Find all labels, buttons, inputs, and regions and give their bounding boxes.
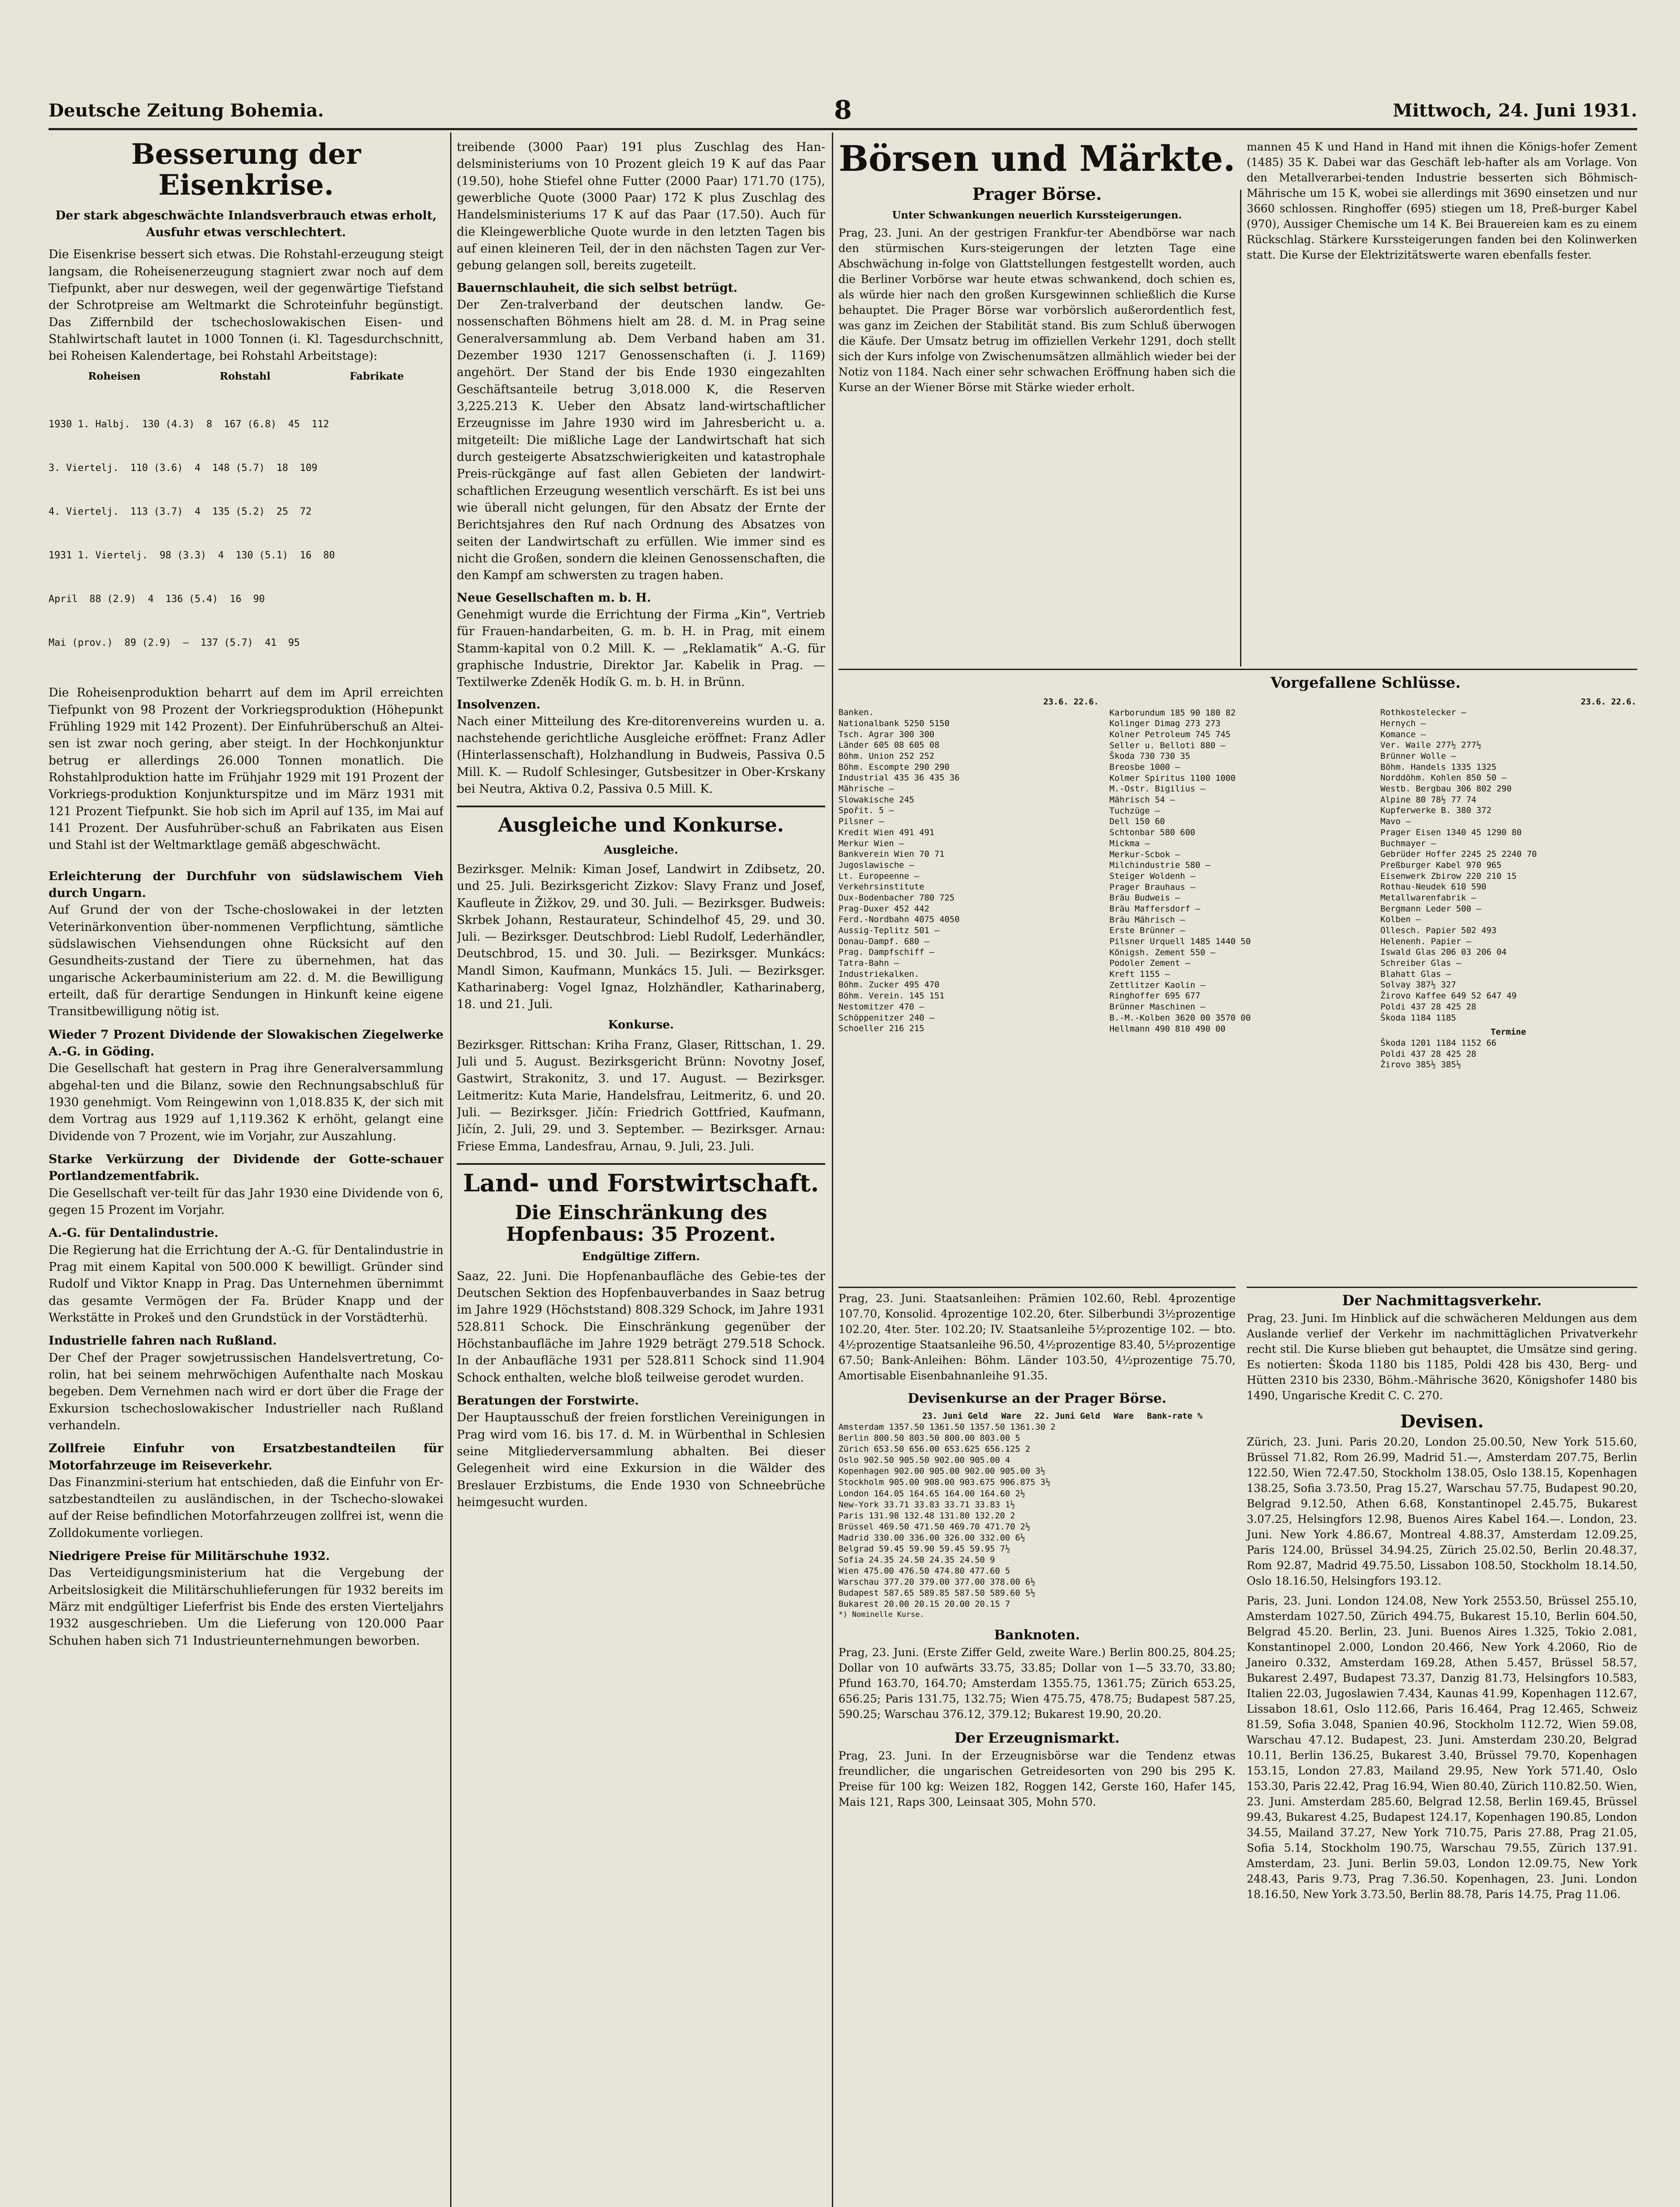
table-row: Verkehrsinstitute (838, 882, 925, 892)
table-row: Schreiber Glas — (1380, 958, 1462, 968)
news-item-text: Die Regierung hat die Errichtung der A.-G. für Dentalindustrie in Prag mit einem Kapital von 500.000 K bewilligt. Gründer sind Rudolf und Viktor Knapp in Prag. Das Unternehmen übernimmt das gesamte Vermögen der Fa. Brüder Knapp und der Werkstätte in Prokeš und den Grundstück in der Vorstädterhü. (49, 1243, 443, 1325)
table-row: Blahatt Glas — (1380, 969, 1451, 979)
table-row: Königsh. Zement 550 — (1109, 947, 1216, 957)
table-row: Tuchzüge — (1109, 806, 1160, 816)
table-row: Wien 475.00 476.50 474.80 477.60 5 (838, 1566, 1010, 1576)
table-row: Spořit. 5 — (838, 806, 894, 816)
news-item-text: Die Gesellschaft hat gestern in Prag ihre Generalversammlung abgehal-ten und die Bilanz, sowie den Rechnungsabschluß für 1930 genehmigt. Vom Reingewinn von 1,018.835 K, der sich mit dem Vortrag aus 1929 auf 1,119.362 K erhöht, gelangt eine Dividende von 7 Prozent, wie im Vorjahr, zur Auszahlung. (49, 1062, 443, 1143)
table-row: Industriekalken. (838, 969, 920, 979)
news-item-text: Der Chef der Prager sowjetrussischen Handelsvertretung, Co-rolin, hat bei seinem mehrwöchigen Aufenthalte nach Moskau begeben. Dem Vernehmen nach wird er dort über die Frage der Exkursion tschechoslowakischer Industrieller nach Rußland verhandeln. (49, 1351, 443, 1432)
table-row: Böhm. Handels 1335 1325 (1380, 762, 1497, 772)
section-title: Devisen. (1400, 1411, 1484, 1432)
table-row: Aussig-Teplitz 501 — (838, 926, 940, 936)
column-2 (457, 139, 825, 2207)
konkurse-list: Bezirksger. Rittschan: Kriha Franz, Glaser, Rittschan, 1. 29. Juli und 5. August. Bezirksgericht Brünn: Novotny Josef, Gastwirt, Strakonitz, 3. und 17. August. — Bezirksger. Leitmeritz: Kuta Marie, Handelsfrau, Leitmeritz, 6. und 20. Juli. — Bezirksger. Jičín: Friedrich Gottfried, Kaufmann, Jičín, 2. Juli, 29. und 3. September. — Bezirksger. Arnau: Friese Emma, Landesfrau, Arnau, 9. Juli, 23. Juli. (457, 1038, 825, 1153)
news-item-title: Zollfreie Einfuhr von Ersatzbestandteilen für Motorfahrzeuge im Reiseverkehr. (49, 1442, 443, 1473)
column-3-markets (838, 139, 1637, 2207)
table-row: B.-M.-Kolben 3620 00 3570 00 (1109, 1013, 1251, 1023)
news-item-title: A.-G. für Dentalindustrie. (49, 1226, 218, 1240)
news-item (49, 1027, 443, 1145)
table-row: Žirovo Kaffee 649 52 647 49 (1380, 991, 1517, 1001)
table-header: 23.6. 22.6. (1581, 697, 1636, 707)
article-continuation: treibende (3000 Paar) 191 plus Zuschlag des Han-delsministeriums von 10 Prozent gleich 19 K auf das Paar (19.50), hohe Stiefel ohne Futter (2000 Paar) 171.70 (175), gewerbliche Quote (3000 Paar) 172 K plus Zuschlag des Handelsministeriums 17 K auf das Paar (17.50). Auch für die Kleingewerbliche Quote wurde in den letzten Tagen bis auf einen kleineren Teil, der in den nächsten Tagen zur Ver-gebung gelangen soll, bereits zugeteilt. (457, 140, 825, 273)
table-row: Merkur-Scbok — (1109, 849, 1180, 859)
masthead-rule (49, 128, 1637, 130)
table-header: 23. Juni Geld Ware 22. Juni Geld Ware Bank-rate % (922, 1411, 1203, 1421)
table-row: Steiger Woldenh — (1109, 871, 1195, 881)
table-row: Mavo — (1380, 817, 1411, 827)
table-row: Brünner Maschinen — (1109, 1002, 1206, 1012)
table-row: Bankverein Wien 70 71 (838, 849, 945, 859)
table-row: Brüssel 469.50 471.50 469.70 471.70 2½ (838, 1522, 1030, 1532)
news-item (49, 1440, 443, 1542)
news-item-title: Wieder 7 Prozent Dividende der Slowakischen Ziegelwerke A.-G. in Göding. (49, 1028, 443, 1058)
table-header: Rohstahl (219, 370, 271, 382)
table-row: M.-Ostr. Bigilius — (1109, 784, 1206, 794)
section-title: Der Erzeugnismarkt. (954, 1729, 1120, 1746)
news-item-title: Neue Gesellschaften m. b. H. (457, 591, 651, 605)
table-row: Karborundum 185 90 180 82 (1109, 708, 1236, 718)
table-row: London 164.05 164.65 164.00 164.60 2½ (838, 1488, 1026, 1499)
subhead-eisenkrise: Der stark abgeschwächte Inlandsverbrauch etwas erholt, Ausfuhr etwas verschlechtert. (55, 208, 437, 240)
market-report-continued: mannen 45 K und Hand in Hand mit ihnen die Königs-hofer Zement (1485) 35 K. Dabei war das Geschäft leb-hafter als am Vorlage. Von den Metallverarbei-tenden Industrie besserten sich Böhmisch-Mährische um 15 K, wobei sie allerdings mit 3690 einsetzen und nur 3660 schlossen. Ringhoffer (695) stiegen um 18, Preß-burger Kabel (970), Aussiger Chemische um 14 K. Bei Brauereien kam es zu einem Rückschlag. Stärkere Kurssteigerungen fanden bei den Kolinwerken statt. Die Kurse der Elektrizitätswerte waren ebenfalls fester. (1247, 140, 1637, 261)
table-row: Dux-Bodenbacher 780 725 (838, 893, 955, 903)
masthead (49, 95, 1637, 126)
insolvency-section (457, 806, 825, 1155)
table-row: April 88 (2.9) 4 136 (5.4) 16 90 (49, 594, 265, 605)
column-rule (832, 132, 833, 2207)
table-row: Budapest 587.65 589.85 587.50 589.60 5½ (838, 1588, 1036, 1598)
table-row: Norddöhm. Kohlen 850 50 — (1380, 773, 1507, 783)
table-row: Komance — (1380, 729, 1426, 739)
page-number: 8 (834, 95, 852, 125)
news-item-title: Starke Verkürzung der Dividende der Gotte-schauer Portlandzementfabrik. (49, 1152, 443, 1183)
table-row: Škoda 1201 1184 1152 66 (1380, 1038, 1497, 1048)
table-row: Schöppenitzer 240 — (838, 1013, 935, 1023)
table-row: Ringhoffer 695 677 (1109, 991, 1200, 1001)
table-row: Mickma — (1109, 838, 1150, 848)
markets-right (1247, 139, 1637, 263)
table-row: Tsch. Agrar 300 300 (838, 729, 935, 739)
table-row: Škoda 730 730 35 (1109, 751, 1191, 761)
production-table (49, 388, 443, 679)
news-item-text: Das Verteidigungsministerium hat die Vergebung der Arbeitslosigkeit die Militärschuhlieferungen für 1932 bereits im März mit endgültiger Lieferfrist bis Ende des ersten Vierteljahrs 1932 ausgeschrieben. Um die Lieferung von 120.000 Paar Schuhen haben sich 71 Industrieunternehmungen beworben. (49, 1566, 443, 1648)
section-title: Ausgleiche und Konkurse. (498, 814, 784, 837)
table-row: Rothau-Neudek 610 590 (1380, 882, 1487, 892)
table-row: Škoda 1184 1185 (1380, 1013, 1456, 1023)
table-row: Oslo 902.50 905.50 902.00 905.00 4 (838, 1455, 1010, 1465)
banknotes-report: Prag, 23. Juni. (Erste Ziffer Geld, zweite Ware.) Berlin 800.25, 804.25; Dollar von 10 aufwärts 33.75, 33.85; Dollar von 1—5 33.70, 33.80; Pfund 163.70, 164.70; Amsterdam 1355.75, 1361.75; Zürich 653.25, 656.25; Paris 131.75, 132.75; Wien 475.75, 478.75; Budapest 587.25, 590.25; Warschau 376.12, 379.12; Bukarest 19.90, 20.20. (838, 1646, 1236, 1721)
article-body: Die Roheisenproduktion beharrt auf dem im April erreichten Tiefpunkt von 98 Prozent der Vorkriegsproduktion (Höhepunkt Frühling 1929 mit 142 Prozent). Der Einfuhrüberschuß an Altei-sen ist zwar noch gering, aber steigt. In der Hochkonjunktur betrug er allerdings 26.000 Tonnen monatlich. Die Rohstahlproduktion hatte im Frühjahr 1929 mit 191 Prozent der Vorkriegs-produktion Konjunkturspitze und im März 1931 mit 121 Prozent Tiefpunkt. Sie hob sich im April auf 135, im Mai auf 141 Prozent. Der Ausfuhrüber-schuß an Fabrikaten aus Eisen und Stahl ist der Weltmarktlage gemäß abgeschwächt. (49, 686, 443, 852)
table-row: Prager Eisen 1340 45 1290 80 (1380, 827, 1522, 837)
table-row: Alpine 80 78½ 77 74 (1380, 795, 1477, 805)
news-item (49, 1333, 443, 1434)
table-row: Westb. Bergbau 306 802 290 (1380, 784, 1512, 794)
news-item-text: Das Finanzmini-sterium hat entschieden, daß die Einfuhr von Er-satzbestandteilen zu ausländischen, in der Tschecho-slowakei auf der Reise befindlichen Motorfahrzeugen zollfrei ist, wenn die Zolldokumente vorliegen. (49, 1475, 443, 1540)
table-row: 1930 1. Halbj. 130 (4.3) 8 167 (6.8) 45 112 (49, 419, 329, 430)
section-title: Devisenkurse an der Prager Börse. (907, 1391, 1167, 1406)
column-rule (450, 132, 451, 2207)
afternoon-and-forex (1247, 1287, 1637, 1902)
table-row: Bukarest 20.00 20.15 20.00 20.15 7 (838, 1599, 1010, 1609)
table-row: Kreft 1155 — (1109, 969, 1170, 979)
currency-table (838, 1411, 1236, 1620)
subsection-title: Ausgleiche. (604, 843, 678, 857)
table-row: Kolben — (1380, 915, 1421, 925)
subsection-title: Konkurse. (608, 1018, 674, 1032)
section-subhead: Unter Schwankungen neuerlich Kurssteigerungen. (892, 209, 1182, 222)
table-footnote: *) Nominelle Kurse. (838, 1610, 925, 1619)
section-headline: Börsen und Märkte. (838, 139, 1236, 179)
table-row: Bräu Mährisch — (1109, 915, 1185, 925)
table-row: 3. Viertelj. 110 (3.6) 4 148 (5.7) 18 109 (49, 463, 318, 474)
table-row: Preßburger Kabel 970 965 (1380, 860, 1502, 870)
table-row: Ver. Waile 277½ 277½ (1380, 740, 1481, 750)
headline-eisenkrise: Besserung der Eisenkrise. (131, 139, 361, 202)
news-item (49, 1548, 443, 1650)
table-row: Poldi 437 28 425 28 (1380, 1049, 1477, 1059)
news-item-title: Industrielle fahren nach Rußland. (49, 1334, 277, 1348)
table-row: Kopenhagen 902.00 905.00 902.00 905.00 3½ (838, 1466, 1045, 1476)
table-row: Warschau 377.20 379.00 377.00 378.00 6½ (838, 1577, 1036, 1587)
table-row: Nestomitzer 470 — (838, 1002, 925, 1012)
markets-left (838, 139, 1236, 395)
table-row: Pilsner Urquell 1485 1440 50 (1109, 937, 1251, 947)
table-row: Nationalbank 5250 5150 (838, 718, 950, 728)
agriculture-section (457, 1163, 825, 1511)
article-intro: Die Eisenkrise bessert sich etwas. Die Rohstahl-erzeugung steigt langsam, die Roheisenerzeugung stagniert zwar noch auf dem Tiefpunkt, aber nur deswegen, weil der gegenwärtige Tiefstand der Schrotpreise am Weltmarkt die Schroteinfuhr begünstigt. Das Ziffernbild der tschechoslowakischen Eisen- und Stahlwirtschaft lautet in 1000 Tonnen (i. Kl. Tagesdurchschnitt, bei Roheisen Kalendertage, bei Rohstahl Arbeitstage): (49, 248, 443, 363)
table-row: Bräu Maffersdorf — (1109, 904, 1200, 914)
table-row: Solvay 387½ 327 (1380, 980, 1456, 990)
table-row: Böhm. Escompte 290 290 (838, 762, 950, 772)
table-row: Breosbe 1000 — (1109, 762, 1180, 772)
section-title: Prager Börse. (972, 184, 1102, 204)
table-header: Fabrikate (350, 370, 404, 382)
news-item (49, 1225, 443, 1326)
news-item-text: Nach einer Mitteilung des Kre-ditorenvereins wurden u. a. nachstehende gerichtliche Ausgleiche eröffnet: Franz Adler (Hinterlassenschaft), Holzhandlung in Budweis, Passiva 0.5 Mill. K. — Rudolf Schlesinger, Gutsbesitzer in Ober-Krskany bei Neutra, Aktiva 0.2, Passiva 0.5 Mill. K. (457, 714, 825, 796)
table-row: Gebrüder Hoffer 2245 25 2240 70 (1380, 849, 1537, 859)
table-row: Mai (prov.) 89 (2.9) — 137 (5.7) 41 95 (49, 637, 300, 649)
table-row: Kupferwerke B. 380 372 (1380, 806, 1492, 816)
column-1 (49, 139, 443, 2207)
news-item (49, 868, 443, 1021)
table-row: Prag-Duxer 452 442 (838, 904, 929, 914)
table-row: 1931 1. Viertelj. 98 (3.3) 4 130 (5.1) 16 80 (49, 550, 335, 561)
table-row: Slowakische 245 (838, 795, 914, 805)
quotations-section (838, 669, 1637, 1070)
table-row: Buchmayer — (1380, 838, 1436, 848)
news-item-text: Die Gesellschaft ver-teilt für das Jahr 1930 eine Dividende von 6, gegen 15 Prozent im Vorjahr. (49, 1186, 443, 1217)
table-row: Kolmer Spiritus 1100 1000 (1109, 773, 1236, 783)
forex-report: Zürich, 23. Juni. Paris 20.20, London 25.00.50, New York 515.60, Brüssel 71.82, Rom 26.99, Madrid 51.—, Amsterdam 207.75, Berlin 122.50, Wien 72.47.50, Stockholm 138.05, Oslo 138.15, Kopenhagen 138.25, Sofia 3.73.50, Prag 15.27, Warschau 57.75, Budapest 90.20, Belgrad 9.12.50, Athen 6.68, Konstantinopel 2.45.75, Bukarest 3.07.25, Helsingfors 12.98, Buenos Aires Kabel 164.—. London, 23. Juni. New York 4.86.67, Montreal 4.88.37, Amsterdam 12.09.25, Paris 124.00, Brüssel 34.94.25, Zürich 25.02.50, Berlin 20.48.37, Rom 92.87, Madrid 49.75.50, Lissabon 108.50, Stockholm 18.14.50, Oslo 18.16.50, Helsingfors 193.12. (1247, 1435, 1637, 1587)
table-row: Helenenh. Papier — (1380, 936, 1471, 946)
table-row: Eisenwerk Zbirow 220 210 15 (1380, 871, 1517, 881)
table-row: Berlin 800.50 803.50 800.00 803.00 5 (838, 1433, 1020, 1443)
table-row: Länder 605 08 605 08 (838, 740, 940, 750)
table-row: Hellmann 490 810 490 00 (1109, 1024, 1226, 1034)
table-row: Böhm. Verein. 145 151 (838, 991, 945, 1001)
table-row: Stockholm 905.00 908.00 903.675 906.875 3½ (838, 1477, 1051, 1488)
section-title: Banknoten. (994, 1627, 1080, 1643)
article-text: Saaz, 22. Juni. Die Hopfenanbaufläche des Gebie-tes der Deutschen Sektion des Hopfenbauverbandes in Saaz betrug im Jahre 1929 (Höchststand) 808.329 Schock, im Jahre 1931 528.811 Schock. Die Einschränkung gegenüber der Höchstanbaufläche im Jahre 1929 beträgt 279.518 Schock. In der Anbaufläche 1931 per 528.811 Schock sind 11.904 Schock enthalten, welche bloß teilweise gerodet wurden. (457, 1269, 825, 1385)
table-row: Ferd.-Nordbahn 4075 4050 (838, 915, 960, 925)
table-row: Zürich 653.50 656.00 653.625 656.125 2 (838, 1444, 1030, 1454)
bonds-and-currency (838, 1287, 1236, 1810)
issue-date: Mittwoch, 24. Juni 1931. (1393, 100, 1637, 121)
table-row: Donau-Dampf. 680 — (838, 936, 929, 946)
table-row: Banken. (838, 708, 874, 718)
table-header: 23.6. 22.6. (1043, 697, 1099, 707)
table-row: Ollesch. Papier 502 493 (1380, 926, 1497, 936)
table-row: Lt. Europeenne — (838, 871, 920, 881)
table-row: Madrid 330.00 336.00 326.00 332.00 6½ (838, 1533, 1026, 1543)
news-item-title: Niedrigere Preise für Militärschuhe 1932. (49, 1549, 330, 1563)
table-row: Prag. Dampfschiff — (838, 947, 935, 957)
section-title: Land- und Forstwirtschaft. (463, 1169, 819, 1197)
afternoon-report: Prag, 23. Juni. Im Hinblick auf die schwächeren Meldungen aus dem Auslande verlief der Verkehr im nachmittäglichen Privatverkehr recht stil. Die Kurse blieben gut behauptet, die Umsätze sind gering. Es notierten: Škoda 1180 bis 1185, Poldi 428 bis 430, Berg- und Hütten 2310 bis 2330, Böhm.-Mährische 3620, Königshofer 1480 bis 1490, Ungarische Kredit C. C. 270. (1247, 1311, 1637, 1402)
news-item-text: Der Hauptausschuß der freien forstlichen Vereinigungen in Prag wird vom 16. bis 17. d. M. in Würbenthal in Schlesien seine Mitgliederversammlung abhalten. Bei dieser Gelegenheit wird eine Exkursion in die Wälder des Breslauer Erzbistums, die Ende 1930 von Schneebrüche heimgesucht wurden. (457, 1411, 825, 1509)
table-row: Bergmann Leder 500 — (1380, 904, 1481, 914)
quotations-table (838, 697, 1637, 1070)
table-row: Tatra-Bahn — (838, 958, 899, 968)
section-title: Der Nachmittagsverkehr. (1342, 1292, 1542, 1309)
news-item (49, 1151, 443, 1219)
table-row: Schtonbar 580 600 (1109, 828, 1195, 838)
newspaper-name: Deutsche Zeitung Bohemia. (49, 100, 324, 121)
table-row: Bräu Budweis — (1109, 893, 1180, 903)
table-row: Prager Brauhaus — (1109, 882, 1195, 892)
table-row: Amsterdam 1357.50 1361.50 1357.50 1361.30 2 (838, 1422, 1056, 1432)
table-row: Metallwarenfabrik — (1380, 893, 1477, 903)
table-row: Paris 131.98 132.48 131.80 132.20 2 (838, 1510, 1015, 1521)
quotations-block (1109, 697, 1370, 1070)
table-row: Böhm. Zucker 495 470 (838, 980, 940, 990)
news-item-text: Auf Grund der von der Tsche-choslowakei in der letzten Veterinärkonvention über-nommenen Verpflichtung, sämtliche südslawischen Viehsendungen ohne Rücksicht auf den Gesundheits-zustand der Tiere zu übernehmen, hat das ungarische Ackerbauministerium am 22. d. M. die Bewilligung erteilt, daß für derartige Sendungen in Hinkunft keine eigene Transitbewilligung nötig ist. (49, 903, 443, 1019)
forex-report-continued: Paris, 23. Juni. London 124.08, New York 2553.50, Brüssel 255.10, Amsterdam 1027.50, Zürich 494.75, Bukarest 15.10, Berlin 604.50, Belgrad 45.20. Berlin, 23. Juni. Buenos Aires 1.325, Tokio 2.081, Konstantinopel 2.000, London 20.466, New York 4.2060, Rio de Janeiro 0.332, Amsterdam 169.28, Athen 5.457, Brüssel 58.57, Bukarest 2.497, Budapest 73.37, Danzig 81.73, Helsingfors 10.583, Italien 22.03, Jugoslawien 7.434, Kaunas 41.99, Kopenhagen 112.67, Lissabon 18.61, Oslo 112.66, Paris 16.464, Prag 12.465, Schweiz 81.59, Sofia 3.048, Spanien 40.96, Stockholm 112.72, Wien 59.08, Warschau 47.12. Budapest, 23. Juni. Amsterdam 230.20, Belgrad 10.11, Berlin 136.25, Bukarest 3.40, Brüssel 79.70, Kopenhagen 153.15, London 27.83, Mailand 29.95, New York 571.40, Oslo 153.30, Paris 22.42, Prag 16.94, Wien 80.40, Zürich 110.82.50. Wien, 23. Juni. Amsterdam 285.60, Belgrad 12.58, Berlin 169.45, Brüssel 99.43, Bukarest 4.25, Budapest 124.17, Kopenhagen 190.85, London 34.55, Mailand 37.27, New York 710.75, Paris 27.88, Prag 21.05, Sofia 5.14, Stockholm 190.75, Warschau 79.55, Zürich 137.91. Amsterdam, 23. Juni. Berlin 59.03, London 12.09.75, New York 248.43, Paris 9.73, Prag 7.36.50. Kopenhagen, 23. Juni. London 18.16.50, New York 3.73.50, Berlin 88.78, Paris 14.75, Prag 11.06. (1247, 1594, 1637, 1901)
news-item-title: Bauernschlauheit, die sich selbst betrügt. (457, 281, 738, 295)
table-row: Kredit Wien 491 491 (838, 827, 935, 837)
table-row: Schoeller 216 215 (838, 1024, 925, 1034)
news-item-text: Genehmigt wurde die Errichtung der Firma „Kin“, Vertrieb für Frauen-handarbeiten, G. m. b. H. in Prag, mit einem Stamm-kapital von 0.2 Mill. K. — „Reklamatik“ A.-G. für graphische Industrie, Direktor Jar. Kabelik in Prag. — Textilwerke Zdeněk Hodík G. m. b. H. in Brünn. (457, 607, 825, 689)
table-row: Industrial 435 36 435 36 (838, 773, 960, 783)
ausgleiche-list: Bezirksger. Melnik: Kiman Josef, Landwirt in Zdibsetz, 20. und 25. Juli. Bezirksgericht Zizkov: Slavy Franz und Josef, Kaufleute in Žižkov, 29. und 30. Juli. — Bezirksger. Budweis: Skrbek Johann, Restaurateur, Schindelhof 45, 29. und 30. Juli. — Bezirksger. Deutschbrod: Liebl Rudolf, Lederhändler, Deutschbrod, 15. und 30. Juli. — Bezirksger. Munkács: Mandl Simon, Kaufmann, Munkács 15. Juli. — Bezirksger. Katharinaberg: Vogel Ignaz, Holzhändler, Katharinaberg, 18. und 21. Juli. (457, 862, 825, 1012)
table-row: Merkur Wien — (838, 838, 904, 848)
market-report: Prag, 23. Juni. An der gestrigen Frankfur-ter Abendbörse war nach den stürmischen Kurs-steigerungen der letzten Tage eine Abschwächung in-folge von Glattstellungen festgestellt worden, auch die Berliner Vorbörse war heute etwas schwankend, doch schien es, als würde hier nach den großen Kursgewinnen schließlich die Kurse behauptet. Die Prager Börse war vorbörslich außerordentlich fest, was ganz im Zeichen der Stabilität stand. Bis zum Schluß überwogen die Käufe. Der Umsatz betrug im offiziellen Verkehr 1291, doch stellt sich der Kurs infolge von Zwischenumsätzen allmählich wieder bei der Notiz von 1184. Nach einer sehr schwachen Eröffnung haben sich die Kurse an der Wiener Börse mit Stärke wieder erholt. (838, 226, 1236, 394)
table-row: Erste Brünner — (1109, 926, 1185, 936)
table-row: Böhm. Union 252 252 (838, 751, 935, 761)
table-row: Sofia 24.35 24.50 24.35 24.50 9 (838, 1555, 995, 1565)
table-row: Mährische — (838, 784, 894, 794)
production-table-header (49, 369, 443, 384)
table-row: Seller u. Belloti 880 — (1109, 740, 1226, 750)
table-row: Kolner Petroleum 745 745 (1109, 729, 1231, 739)
table-row: Brünner Wolle — (1380, 751, 1456, 761)
news-item (457, 590, 825, 691)
table-row: Hernych — (1380, 718, 1426, 728)
table-row: 4. Viertelj. 113 (3.7) 4 135 (5.2) 25 72 (49, 506, 312, 518)
commodities-report: Prag, 23. Juni. In der Erzeugnisbörse war die Tendenz etwas freundlicher, die ungarischen Getreidesorten von 290 bis 295 K. Preise für 100 kg: Weizen 182, Roggen 142, Gerste 160, Hafer 145, Mais 121, Raps 300, Leinsaat 305, Mohn 570. (838, 1749, 1236, 1808)
table-row: Podoler Zement — (1109, 958, 1191, 968)
table-row: Jugoslawische — (838, 860, 914, 870)
article-headline: Die Einschränkung des Hopfenbaus: 35 Prozent. (506, 1201, 776, 1246)
news-item-title: Insolvenzen. (457, 697, 541, 712)
table-row: Kolinger Dimag 273 273 (1109, 719, 1221, 729)
news-item (457, 280, 825, 584)
bonds-report: Prag, 23. Juni. Staatsanleihen: Prämien 102.60, Rebl. 4prozentige 107.70, Konsolid. 4prozentige 102.20, 6ter. Silberbundi 3½prozentige 102.20, 4ter. 5ter. 102.20; IV. Staatsanleihe 5½prozentige 102. — bto. 4½prozentige Staatsanleihe 96.50, 4½prozentige 83.40, 5½prozentige 67.50; Bank-Anleihen: Böhm. Länder 103.50, 4½prozentige 75.70, Amortisable Eisenbahnanleihe 91.35. (838, 1292, 1236, 1382)
table-row: Iswald Glas 206 03 206 04 (1380, 947, 1507, 957)
table-row: Poldi 437 28 425 28 (1380, 1002, 1477, 1012)
table-row: Mährisch 54 — (1109, 795, 1175, 805)
table-subtitle: Termine (1490, 1027, 1526, 1037)
table-row: Rothkostelecker — (1380, 708, 1466, 718)
table-row: Milchindustrie 580 — (1109, 860, 1210, 870)
table-header: Roheisen (88, 370, 141, 382)
table-row: Dell 150 60 (1109, 817, 1165, 827)
section-title: Vorgefallene Schlüsse. (1270, 674, 1461, 692)
table-row: Belgrad 59.45 59.90 59.45 59.95 7½ (838, 1544, 1010, 1554)
news-item (457, 697, 825, 798)
news-item-title: Erleichterung der Durchfuhr von südslawischem Vieh durch Ungarn. (49, 869, 443, 900)
quotations-block (838, 697, 1099, 1070)
table-row: New-York 33.71 33.83 33.71 33.83 1½ (838, 1499, 1015, 1510)
article-subhead: Endgültige Ziffern. (582, 1250, 700, 1263)
table-row: Pilsner — (838, 817, 884, 827)
table-row: Žirovo 385½ 385½ (1380, 1060, 1462, 1070)
table-row: Zettlitzer Kaolin — (1109, 980, 1206, 990)
quotations-block (1380, 697, 1636, 1070)
news-item-title: Beratungen der Forstwirte. (457, 1393, 639, 1408)
news-item-text: Der Zen-tralverband der deutschen landw. Ge-nossenschaften Böhmens hielt am 28. d. M. in Prag seine Generalversammlung ab. Dem Verband haben am 31. Dezember 1930 1217 Genossenschaften (i. J. 1169) angehört. Der Stand der bis Ende 1930 eingezahlten Geschäftsanteile betrug 3,018.000 K, die Reserven 3,225.213 K. Ueber den Absatz land-wirtschaftlicher Erzeugnisse im Jahre 1930 wird im Jahresbericht u. a. mitgeteilt: Die mißliche Lage der Landwirtschaft hat sich durch gesteigerte Absatzschwierigkeiten und katastrophale Preis-rückgänge auf fast allen Gebieten der landwirt-schaftlichen Erzeugung wesentlich verschärft. Es ist bei uns wie überall nicht gelungen, für den Absatz der Ernte der Berichtsjahres den Ruf nach Ordnung des Absatzes von seiten der Landwirtschaft zu erfüllen. Wie immer sind es nicht die Großen, sondern die kleinen Genossenschaften, die den Kampf am schwersten zu tragen haben. (457, 298, 825, 583)
